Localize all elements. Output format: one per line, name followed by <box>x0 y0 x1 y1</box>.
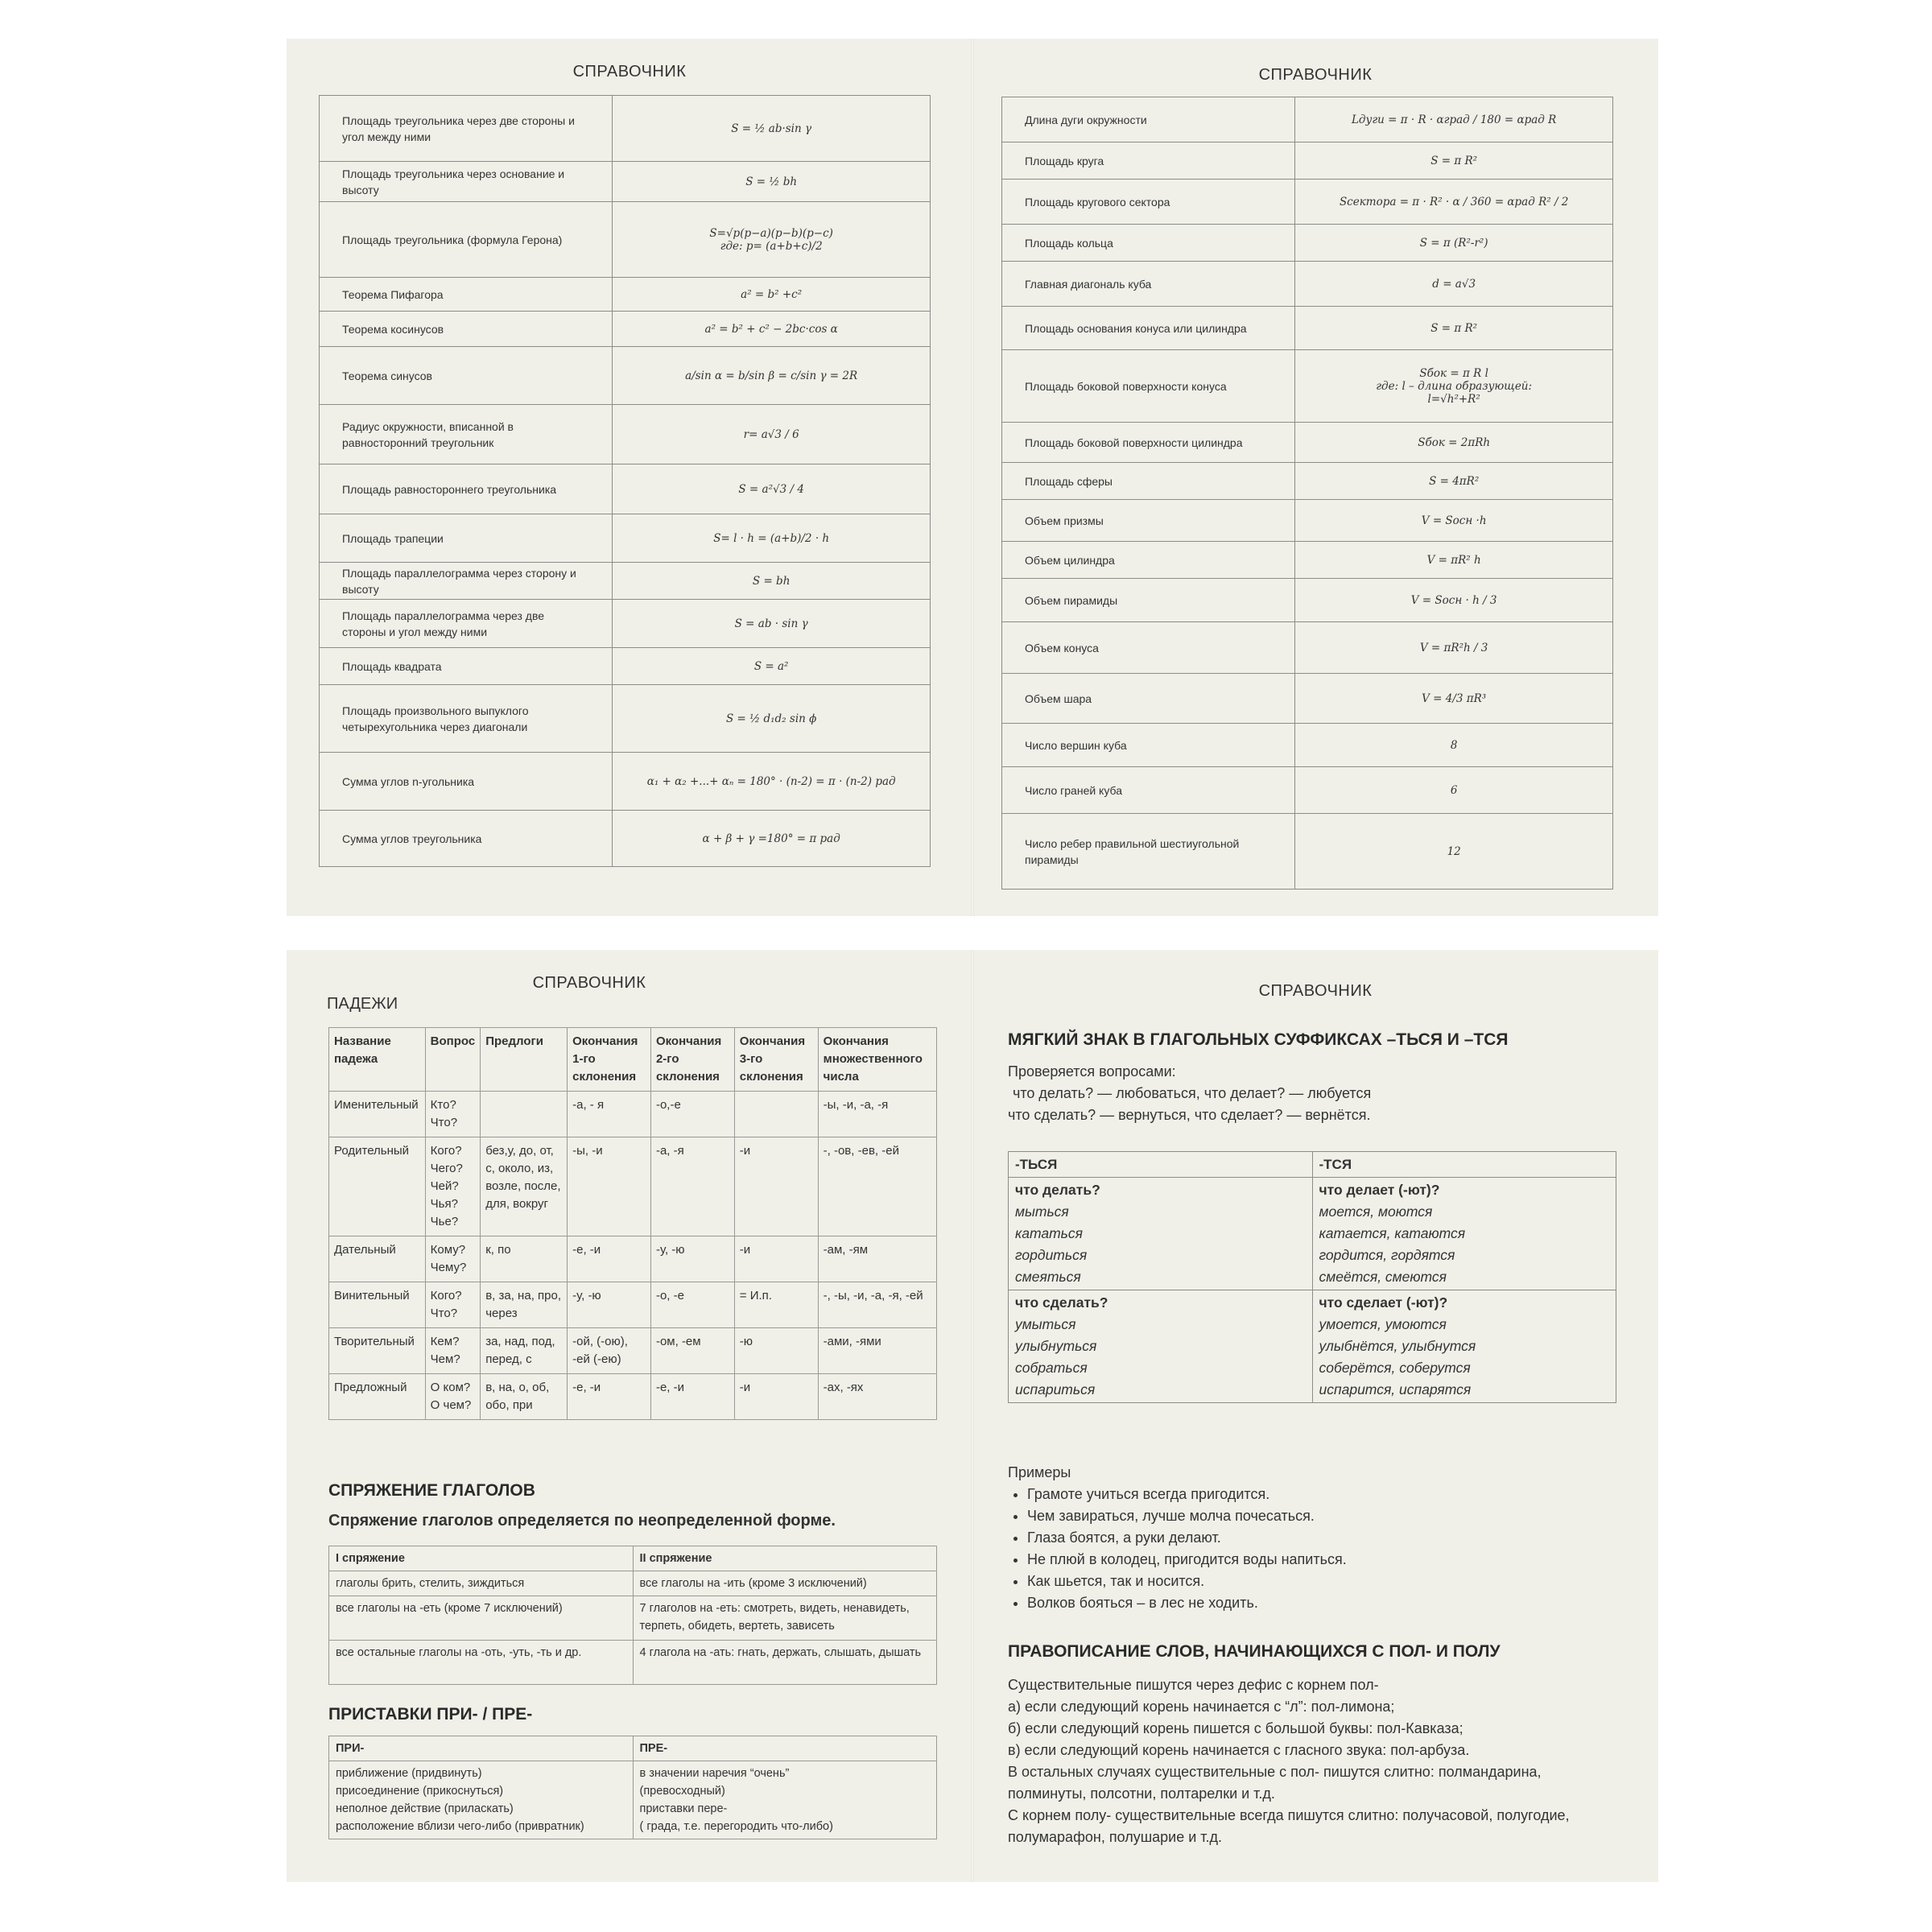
tsya-word: испариться <box>1015 1381 1096 1397</box>
formula-name: Объем пирамиды <box>1002 579 1295 622</box>
cases-cell: -и <box>734 1236 818 1282</box>
formula-name: Сумма углов n-угольника <box>320 753 613 811</box>
formula-cell <box>1295 350 1613 423</box>
cases-cell: Кто? Что? <box>425 1092 481 1137</box>
formula-row <box>1002 423 1613 463</box>
example-item: • Грамоте учиться всегда пригодится. <box>1027 1484 1347 1505</box>
formula-row <box>1002 622 1613 674</box>
tsya-word: смеяться <box>1015 1269 1081 1285</box>
table-row <box>329 1092 937 1137</box>
formula-name: Теорема синусов <box>320 347 613 405</box>
page-title: СПРАВОЧНИК <box>1258 66 1373 84</box>
formula-name: Число ребер правильной шестиугольной пирамиды <box>1002 814 1295 890</box>
cases-cell: Кому? Чему? <box>425 1236 481 1282</box>
cases-header-cell: Вопрос <box>425 1028 481 1092</box>
table-row <box>329 1236 937 1282</box>
formula-row <box>1002 350 1613 423</box>
formula-cell <box>613 347 931 405</box>
cases-cell: -ы, -и, -а, -я <box>818 1092 936 1137</box>
formula-text: r= a√3 / 6 <box>743 427 799 441</box>
cases-cell: -ой, (-ою), -ей (-ею) <box>568 1328 651 1374</box>
formula-name: Площадь квадрата <box>320 648 613 685</box>
table-row <box>329 1137 937 1236</box>
page-geometry-left <box>287 39 972 916</box>
formula-text: S = ½ bh <box>745 175 798 188</box>
formula-row <box>1002 767 1613 814</box>
tsya-word: соберётся, соберутся <box>1319 1360 1471 1376</box>
cases-cell: Кого? Чего? Чей? Чья? Чье? <box>425 1137 481 1236</box>
list-item: в значении наречия “очень” <box>639 1767 790 1780</box>
cases-cell: -ам, -ям <box>818 1236 936 1282</box>
formula-row <box>320 405 931 464</box>
formula-row <box>1002 814 1613 890</box>
tsya-word: смеётся, смеются <box>1319 1269 1447 1285</box>
formula-name: Площадь сферы <box>1002 463 1295 500</box>
tsya-word: катается, катаются <box>1319 1225 1466 1241</box>
formula-name: Площадь равностороннего треугольника <box>320 464 613 514</box>
formula-text: S = bh <box>752 574 791 588</box>
cases-cell: -ах, -ях <box>818 1374 936 1420</box>
formula-text: Sбок = π R l <box>1419 366 1488 380</box>
prefix-pre-cell <box>633 1761 937 1839</box>
formula-row <box>320 96 931 162</box>
page-title: СПРАВОЧНИК <box>532 974 646 992</box>
formula-text: V = πR² h <box>1426 553 1481 567</box>
cases-header-cell: Окончания 2-го склонения <box>650 1028 734 1092</box>
conj-cell: все остальные глаголы на -оть, -уть, -ть и др. <box>329 1641 634 1685</box>
formula-row <box>320 648 931 685</box>
formula-cell <box>613 464 931 514</box>
formula-row <box>1002 142 1613 180</box>
formula-cell <box>1295 142 1613 180</box>
formula-row <box>1002 500 1613 542</box>
formula-name: Площадь треугольника (формула Герона) <box>320 202 613 278</box>
formula-cell <box>613 96 931 162</box>
formula-cell <box>613 600 931 648</box>
list-item: расположение вблизи чего-либо (привратник) <box>336 1820 584 1833</box>
pol-line: а) если следующий корень начинается с “л”: пол-лимона; <box>1008 1699 1395 1715</box>
tsya-line: что делать? — любоваться, что делает? — любуется <box>1013 1085 1372 1101</box>
formula-row <box>320 312 931 347</box>
cases-header-row <box>329 1028 937 1092</box>
cases-cell: -, -ов, -ев, -ей <box>818 1137 936 1236</box>
list-item: неполное действие (приласкать) <box>336 1802 514 1815</box>
formula-name: Радиус окружности, вписанной в равносторонний треугольник <box>320 405 613 464</box>
formula-text: S = ½ ab·sin γ <box>731 122 812 135</box>
tsya-line: что сделать? — вернуться, что сделает? — вернётся. <box>1008 1107 1371 1123</box>
tsya-word: умыться <box>1015 1316 1076 1332</box>
formula-text: где: p= (a+b+c)/2 <box>720 239 823 253</box>
pol-line: С корнем полу- существительные всегда пишутся слитно: получасовой, полугодие, <box>1008 1807 1570 1823</box>
cases-cell: -ю <box>734 1328 818 1374</box>
cases-cell <box>481 1092 568 1137</box>
page-title: СПРАВОЧНИК <box>1258 982 1373 1000</box>
formula-name: Площадь треугольника через основание и высоту <box>320 162 613 202</box>
cases-cell: -у, -ю <box>650 1236 734 1282</box>
page-title: СПРАВОЧНИК <box>572 63 687 80</box>
tsya-word: улыбнуться <box>1015 1338 1097 1354</box>
cases-header-cell: Предлоги <box>481 1028 568 1092</box>
formula-cell <box>1295 97 1613 142</box>
formula-row <box>320 811 931 867</box>
cases-cell: -е, -и <box>650 1374 734 1420</box>
formula-text: Sсектора = π · R² · α / 360 = αрад R² / 2 <box>1339 195 1569 208</box>
example-item: • Не плюй в колодец, пригодится воды напиться. <box>1027 1549 1347 1571</box>
formula-cell <box>1295 724 1613 767</box>
formula-cell <box>613 753 931 811</box>
formula-cell <box>1295 307 1613 350</box>
cases-title: ПАДЕЖИ <box>327 995 398 1013</box>
cases-cell: -ами, -ями <box>818 1328 936 1374</box>
formula-text: 12 <box>1447 844 1461 858</box>
formula-row <box>320 202 931 278</box>
formula-cell <box>1295 500 1613 542</box>
tsya-word: гордиться <box>1015 1247 1088 1263</box>
formula-row <box>1002 97 1613 142</box>
cases-header-cell: Окончания множественного числа <box>818 1028 936 1092</box>
formula-cell <box>613 405 931 464</box>
tsya-header: -ТЬСЯ <box>1009 1152 1313 1178</box>
formula-name: Площадь боковой поверхности конуса <box>1002 350 1295 423</box>
conj-cell: все глаголы на -еть (кроме 7 исключений) <box>329 1596 634 1641</box>
cases-cell: Творительный <box>329 1328 426 1374</box>
table-row <box>329 1374 937 1420</box>
formula-cell <box>1295 225 1613 262</box>
formula-cell <box>1295 262 1613 307</box>
cases-header-cell: Окончания 3-го склонения <box>734 1028 818 1092</box>
formula-row <box>1002 674 1613 724</box>
tsya-question: что сделать? <box>1015 1294 1108 1311</box>
formula-name: Теорема Пифагора <box>320 278 613 312</box>
formula-name: Число вершин куба <box>1002 724 1295 767</box>
tsya-cell <box>1312 1290 1616 1403</box>
prefix-pri-cell <box>329 1761 634 1839</box>
formula-name: Сумма углов треугольника <box>320 811 613 867</box>
cases-cell: в, за, на, про, через <box>481 1282 568 1328</box>
formula-text: S = π R² <box>1430 154 1478 167</box>
formula-cell <box>613 162 931 202</box>
formula-row <box>320 278 931 312</box>
formula-name: Объем конуса <box>1002 622 1295 674</box>
prefix-header-pre: ПРЕ- <box>633 1736 937 1761</box>
formula-text: S = a²√3 / 4 <box>738 482 804 496</box>
tsya-word: испарится, испарятся <box>1319 1381 1472 1397</box>
formula-text: Lдуги = π · R · αград / 180 = αрад R <box>1351 113 1557 126</box>
formula-text: a/sin α = b/sin β = c/sin γ = 2R <box>685 369 858 382</box>
pol-paragraph <box>1008 1674 1620 1848</box>
formula-text: 8 <box>1450 738 1458 752</box>
formula-cell <box>613 514 931 563</box>
pol-line: В остальных случаях существительные с пол- пишутся слитно: полмандарина, <box>1008 1764 1542 1780</box>
conjugation-table <box>328 1546 937 1685</box>
table-row <box>329 1282 937 1328</box>
formula-name: Площадь кольца <box>1002 225 1295 262</box>
tsya-question: что делать? <box>1015 1182 1100 1198</box>
list-item: приближение (придвинуть) <box>336 1767 482 1780</box>
conjugation-title: СПРЯЖЕНИЕ ГЛАГОЛОВ <box>328 1481 535 1500</box>
formula-text: a² = b² + c² − 2bc·cos α <box>704 322 838 336</box>
cases-cell: -а, -я <box>650 1137 734 1236</box>
cases-cell: = И.п. <box>734 1282 818 1328</box>
bottom-spread <box>287 950 1658 1882</box>
cases-cell: -е, -и <box>568 1236 651 1282</box>
prefixes-title: ПРИСТАВКИ ПРИ- / ПРЕ- <box>328 1705 533 1724</box>
cases-cell: О ком? О чем? <box>425 1374 481 1420</box>
formula-cell <box>1295 180 1613 225</box>
cases-cell: за, над, под, перед, с <box>481 1328 568 1374</box>
formula-cell <box>613 563 931 600</box>
prefix-header-pri: ПРИ- <box>329 1736 634 1761</box>
formula-name: Площадь произвольного выпуклого четырехугольника через диагонали <box>320 685 613 753</box>
formula-row <box>1002 463 1613 500</box>
tsya-word: собраться <box>1015 1360 1088 1376</box>
cases-cell: Дательный <box>329 1236 426 1282</box>
formula-name: Площадь боковой поверхности цилиндра <box>1002 423 1295 463</box>
formula-name: Главная диагональ куба <box>1002 262 1295 307</box>
formula-text: α + β + γ =180° = π рад <box>702 832 840 845</box>
formula-name: Площадь кругового сектора <box>1002 180 1295 225</box>
formula-row <box>1002 542 1613 579</box>
tsya-header: -ТСЯ <box>1312 1152 1616 1178</box>
cases-cell: Винительный <box>329 1282 426 1328</box>
formula-row <box>320 563 931 600</box>
formula-text: l=√h²+R² <box>1427 392 1480 406</box>
example-item: • Чем завираться, лучше молча почесаться. <box>1027 1505 1347 1527</box>
formula-row <box>1002 225 1613 262</box>
formula-text: S = a² <box>753 659 789 673</box>
tsya-word: гордится, гордятся <box>1319 1247 1455 1263</box>
cases-cell: Родительный <box>329 1137 426 1236</box>
formula-name: Число граней куба <box>1002 767 1295 814</box>
cases-cell: Кого? Что? <box>425 1282 481 1328</box>
pol-line: полминуты, полсотни, полтарелки и т.д. <box>1008 1785 1275 1802</box>
conj-cell: все глаголы на -ить (кроме 3 исключений) <box>633 1571 937 1596</box>
formula-row <box>1002 307 1613 350</box>
formula-row <box>320 514 931 563</box>
formula-text: α₁ + α₂ +...+ αₙ = 180° · (n-2) = π · (n-2) рад <box>646 774 896 788</box>
formula-name: Площадь параллелограмма через сторону и высоту <box>320 563 613 600</box>
conj-header-2: II спряжение <box>633 1546 937 1571</box>
formula-cell <box>1295 814 1613 890</box>
cases-cell: Именительный <box>329 1092 426 1137</box>
formula-cell <box>1295 622 1613 674</box>
cases-header-cell: Окончания 1-го склонения <box>568 1028 651 1092</box>
formula-cell <box>613 202 931 278</box>
tsya-word: улыбнётся, улыбнутся <box>1319 1338 1476 1354</box>
cases-cell: -и <box>734 1137 818 1236</box>
formula-text: S = 4πR² <box>1429 474 1480 488</box>
pol-line: б) если следующий корень пишется с большой буквы: пол-Кавказа; <box>1008 1720 1463 1736</box>
formula-name: Объем призмы <box>1002 500 1295 542</box>
cases-cell: в, на, о, об, обо, при <box>481 1374 568 1420</box>
formula-row <box>1002 180 1613 225</box>
top-spread <box>287 39 1658 916</box>
formula-text: V = πR²h / 3 <box>1419 641 1488 654</box>
formula-name: Теорема косинусов <box>320 312 613 347</box>
formula-cell <box>613 685 931 753</box>
formula-text: V = Sосн ·h <box>1421 514 1487 527</box>
formula-name: Объем шара <box>1002 674 1295 724</box>
formula-table-left <box>319 95 931 867</box>
formula-cell <box>1295 674 1613 724</box>
cases-cell: -о, -е <box>650 1282 734 1328</box>
tsya-word: мыться <box>1015 1203 1069 1220</box>
tsya-cell <box>1009 1178 1313 1290</box>
tsya-word: кататься <box>1015 1225 1083 1241</box>
formula-row <box>320 162 931 202</box>
cases-cell: -а, - я <box>568 1092 651 1137</box>
formula-cell <box>1295 579 1613 622</box>
pol-line: в) если следующий корень начинается с гласного звука: пол-арбуза. <box>1008 1742 1470 1758</box>
tsya-question: что сделает (-ют)? <box>1319 1294 1448 1311</box>
formula-text: где: l – длина образующей: <box>1376 379 1533 393</box>
cases-cell: -, -ы, -и, -а, -я, -ей <box>818 1282 936 1328</box>
formula-table-right <box>1001 97 1613 890</box>
examples-title: Примеры <box>1008 1464 1071 1480</box>
formula-name: Площадь круга <box>1002 142 1295 180</box>
cases-cell: Предложный <box>329 1374 426 1420</box>
conjugation-subtitle: Спряжение глаголов определяется по неопределенной форме. <box>328 1512 836 1530</box>
cases-cell: без,у, до, от, с, около, из, возле, после, для, вокруг <box>481 1137 568 1236</box>
formula-row <box>1002 262 1613 307</box>
formula-cell <box>1295 542 1613 579</box>
list-item: приставки пере- <box>639 1802 728 1815</box>
formula-text: S = π (R²-r²) <box>1419 236 1488 250</box>
prefixes-table <box>328 1736 937 1839</box>
formula-cell <box>613 312 931 347</box>
formula-cell <box>1295 463 1613 500</box>
formula-text: S = ½ d₁d₂ sin ϕ <box>725 712 817 725</box>
example-item: • Волков бояться – в лес не ходить. <box>1027 1592 1347 1614</box>
conj-cell: 7 глаголов на -еть: смотреть, видеть, ненавидеть, терпеть, обидеть, вертеть, зависеть <box>633 1596 937 1641</box>
formula-row <box>320 464 931 514</box>
formula-text: V = Sосн · h / 3 <box>1410 593 1497 607</box>
pol-line: Существительные пишутся через дефис с корнем пол- <box>1008 1677 1379 1693</box>
tsya-cell <box>1312 1178 1616 1290</box>
cases-cell <box>734 1092 818 1137</box>
formula-text: d = a√3 <box>1432 277 1476 291</box>
formula-text: a² = b² +c² <box>741 287 803 301</box>
cases-cell: -е, -и <box>568 1374 651 1420</box>
tsya-cell <box>1009 1290 1313 1403</box>
formula-row <box>1002 724 1613 767</box>
examples-list <box>1008 1484 1347 1614</box>
tsya-word: моется, моются <box>1319 1203 1433 1220</box>
cases-cell: -о,-е <box>650 1092 734 1137</box>
pol-title: ПРАВОПИСАНИЕ СЛОВ, НАЧИНАЮЩИХСЯ С ПОЛ- И ПОЛУ <box>1008 1642 1501 1661</box>
formula-row <box>1002 579 1613 622</box>
cases-cell: Кем? Чем? <box>425 1328 481 1374</box>
formula-text: V = 4/3 πR³ <box>1422 691 1487 705</box>
formula-name: Объем цилиндра <box>1002 542 1295 579</box>
conj-cell: глаголы брить, стелить, зиждиться <box>329 1571 634 1596</box>
list-item: ( града, т.е. перегородить что-либо) <box>639 1820 833 1833</box>
pol-line: полумарафон, полушарие и т.д. <box>1008 1829 1223 1845</box>
formula-name: Площадь трапеции <box>320 514 613 563</box>
formula-cell <box>613 648 931 685</box>
formula-text: S = π R² <box>1430 321 1478 335</box>
page-language-right <box>972 950 1658 1882</box>
tsya-table <box>1008 1151 1616 1403</box>
tsya-intro: Проверяется вопросами: <box>1008 1063 1176 1080</box>
cases-cell: -у, -ю <box>568 1282 651 1328</box>
gutter <box>971 39 974 916</box>
example-item: • Как шьется, так и носится. <box>1027 1571 1347 1592</box>
cases-table <box>328 1027 937 1420</box>
page-language-left <box>287 950 972 1882</box>
formula-cell <box>613 278 931 312</box>
cases-cell: -ом, -ем <box>650 1328 734 1374</box>
formula-row <box>320 685 931 753</box>
formula-row <box>320 753 931 811</box>
cases-cell: к, по <box>481 1236 568 1282</box>
formula-name: Площадь параллелограмма через две стороны и угол между ними <box>320 600 613 648</box>
formula-row <box>320 347 931 405</box>
formula-text: S=√p(p−a)(p−b)(p−c) <box>709 226 833 240</box>
formula-text: Sбок = 2πRh <box>1418 436 1491 449</box>
formula-text: 6 <box>1450 783 1458 797</box>
conj-cell: 4 глагола на -ать: гнать, держать, слышать, дышать <box>633 1641 937 1685</box>
formula-name: Площадь основания конуса или цилиндра <box>1002 307 1295 350</box>
formula-text: S= l · h = (a+b)/2 · h <box>713 531 830 545</box>
page-geometry-right <box>972 39 1658 916</box>
formula-row <box>320 600 931 648</box>
formula-text: S = ab · sin γ <box>734 617 808 630</box>
tsya-word: умоется, умоются <box>1319 1316 1447 1332</box>
cases-cell: -и <box>734 1374 818 1420</box>
formula-cell <box>1295 423 1613 463</box>
cases-cell: -ы, -и <box>568 1137 651 1236</box>
list-item: (превосходный) <box>639 1785 725 1798</box>
tsya-question: что делает (-ют)? <box>1319 1182 1440 1198</box>
table-row <box>329 1328 937 1374</box>
formula-cell <box>613 811 931 867</box>
conj-header-1: I спряжение <box>329 1546 634 1571</box>
tsya-title: МЯГКИЙ ЗНАК В ГЛАГОЛЬНЫХ СУФФИКСАХ –ТЬСЯ И –ТСЯ <box>1008 1030 1509 1049</box>
cases-header-cell: Название падежа <box>329 1028 426 1092</box>
list-item: присоединение (прикоснуться) <box>336 1785 504 1798</box>
formula-cell <box>1295 767 1613 814</box>
gutter <box>971 950 974 1882</box>
example-item: • Глаза боятся, а руки делают. <box>1027 1527 1347 1549</box>
formula-name: Длина дуги окружности <box>1002 97 1295 142</box>
formula-name: Площадь треугольника через две стороны и угол между ними <box>320 96 613 162</box>
